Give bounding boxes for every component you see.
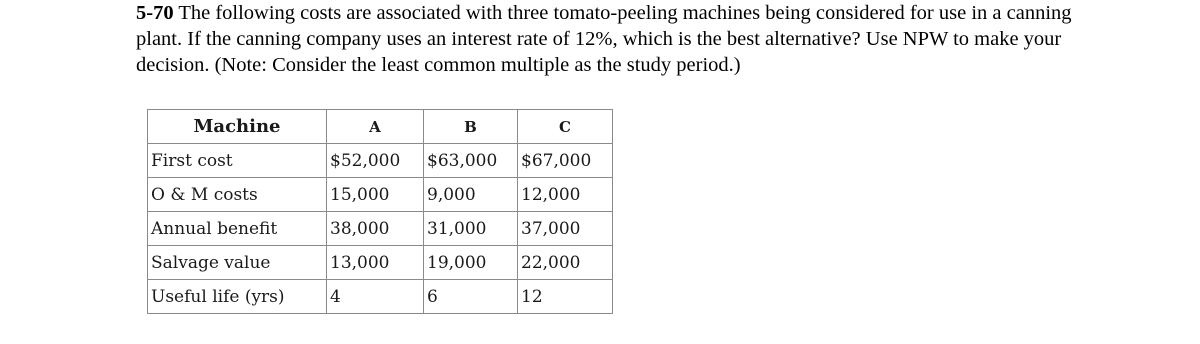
table-row bbox=[148, 280, 613, 314]
table-row bbox=[148, 144, 613, 178]
cell-om-costs-c: 12,000 bbox=[518, 178, 613, 212]
row-label-salvage-value: Salvage value bbox=[148, 246, 327, 280]
cell-useful-life-a: 4 bbox=[327, 280, 424, 314]
header-machine-a: A bbox=[327, 110, 424, 144]
cell-annual-benefit-a: 38,000 bbox=[327, 212, 424, 246]
cell-annual-benefit-b: 31,000 bbox=[424, 212, 518, 246]
cell-first-cost-c: $67,000 bbox=[518, 144, 613, 178]
cell-salvage-value-c: 22,000 bbox=[518, 246, 613, 280]
machine-cost-table bbox=[147, 109, 613, 314]
cell-annual-benefit-c: 37,000 bbox=[518, 212, 613, 246]
cell-useful-life-b: 6 bbox=[424, 280, 518, 314]
row-label-om-costs: O & M costs bbox=[148, 178, 327, 212]
cell-om-costs-b: 9,000 bbox=[424, 178, 518, 212]
cell-first-cost-b: $63,000 bbox=[424, 144, 518, 178]
cell-first-cost-a: $52,000 bbox=[327, 144, 424, 178]
header-machine: Machine bbox=[148, 110, 327, 144]
header-machine-c: C bbox=[518, 110, 613, 144]
table-row bbox=[148, 212, 613, 246]
cell-useful-life-c: 12 bbox=[518, 280, 613, 314]
row-label-first-cost: First cost bbox=[148, 144, 327, 178]
header-machine-b: B bbox=[424, 110, 518, 144]
cell-salvage-value-b: 19,000 bbox=[424, 246, 518, 280]
table-row bbox=[148, 246, 613, 280]
cell-salvage-value-a: 13,000 bbox=[327, 246, 424, 280]
row-label-annual-benefit: Annual benefit bbox=[148, 212, 327, 246]
cell-om-costs-a: 15,000 bbox=[327, 178, 424, 212]
table-header-row bbox=[148, 110, 613, 144]
row-label-useful-life: Useful life (yrs) bbox=[148, 280, 327, 314]
problem-statement bbox=[136, 0, 1076, 78]
problem-number: 5-70 bbox=[136, 2, 174, 24]
table-row bbox=[148, 178, 613, 212]
problem-text: The following costs are associated with three tomato-peeling machines being considered for use in a canning plant. If the canning company uses an interest rate of 12%, which is the best alternative? Use NPW to make your decision. (Note: Consider the least common multiple as the study period.) bbox=[136, 2, 1072, 76]
